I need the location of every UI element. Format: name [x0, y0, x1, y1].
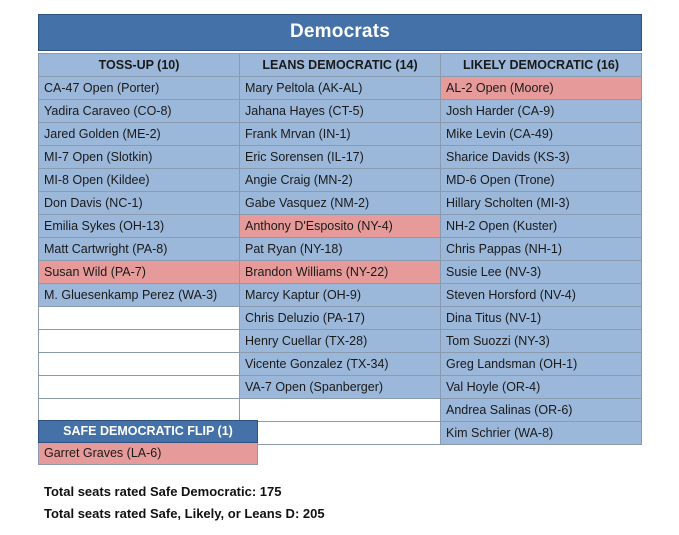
table-body	[39, 77, 642, 445]
list-item: Andrea Salinas (OR-6)	[441, 399, 642, 422]
empty-cell	[240, 399, 441, 422]
table-row	[39, 215, 642, 238]
empty-cell	[39, 376, 240, 399]
table-row	[39, 100, 642, 123]
list-item: Garret Graves (LA-6)	[38, 443, 258, 465]
table-row	[39, 169, 642, 192]
totals-block	[44, 484, 325, 528]
list-item: Susan Wild (PA-7)	[39, 261, 240, 284]
list-item: Val Hoyle (OR-4)	[441, 376, 642, 399]
list-item: VA-7 Open (Spanberger)	[240, 376, 441, 399]
list-item: Frank Mrvan (IN-1)	[240, 123, 441, 146]
empty-cell	[240, 422, 441, 445]
ratings-table	[38, 53, 642, 445]
column-header-tossup: TOSS-UP (10)	[39, 54, 240, 77]
safe-democratic-flip-block	[38, 420, 258, 465]
list-item: Emilia Sykes (OH-13)	[39, 215, 240, 238]
list-item: Susie Lee (NV-3)	[441, 261, 642, 284]
table-row	[39, 238, 642, 261]
list-item: AL-2 Open (Moore)	[441, 77, 642, 100]
list-item: Eric Sorensen (IL-17)	[240, 146, 441, 169]
list-item: Hillary Scholten (MI-3)	[441, 192, 642, 215]
list-item: Greg Landsman (OH-1)	[441, 353, 642, 376]
list-item: Dina Titus (NV-1)	[441, 307, 642, 330]
table-row	[39, 77, 642, 100]
list-item: Pat Ryan (NY-18)	[240, 238, 441, 261]
list-item: Sharice Davids (KS-3)	[441, 146, 642, 169]
list-item: Anthony D'Esposito (NY-4)	[240, 215, 441, 238]
list-item: M. Gluesenkamp Perez (WA-3)	[39, 284, 240, 307]
table-row	[39, 284, 642, 307]
list-item: Yadira Caraveo (CO-8)	[39, 100, 240, 123]
list-item: MD-6 Open (Trone)	[441, 169, 642, 192]
list-item: CA-47 Open (Porter)	[39, 77, 240, 100]
column-header-leans-democratic: LEANS DEMOCRATIC (14)	[240, 54, 441, 77]
safe-flip-header: SAFE DEMOCRATIC FLIP (1)	[38, 420, 258, 443]
empty-cell	[39, 353, 240, 376]
table-row	[39, 307, 642, 330]
list-item: NH-2 Open (Kuster)	[441, 215, 642, 238]
list-item: Steven Horsford (NV-4)	[441, 284, 642, 307]
empty-cell	[39, 307, 240, 330]
column-header-likely-democratic: LIKELY DEMOCRATIC (16)	[441, 54, 642, 77]
list-item: Marcy Kaptur (OH-9)	[240, 284, 441, 307]
table-row	[39, 353, 642, 376]
list-item: Angie Craig (MN-2)	[240, 169, 441, 192]
list-item: MI-7 Open (Slotkin)	[39, 146, 240, 169]
table-header-row	[39, 54, 642, 77]
empty-cell	[39, 399, 240, 422]
list-item: MI-8 Open (Kildee)	[39, 169, 240, 192]
table-row	[39, 146, 642, 169]
list-item: Tom Suozzi (NY-3)	[441, 330, 642, 353]
list-item: Josh Harder (CA-9)	[441, 100, 642, 123]
table-row	[39, 261, 642, 284]
list-item: Brandon Williams (NY-22)	[240, 261, 441, 284]
list-item: Chris Pappas (NH-1)	[441, 238, 642, 261]
list-item: Jared Golden (ME-2)	[39, 123, 240, 146]
list-item: Mary Peltola (AK-AL)	[240, 77, 441, 100]
list-item: Kim Schrier (WA-8)	[441, 422, 642, 445]
list-item: Jahana Hayes (CT-5)	[240, 100, 441, 123]
ratings-sheet	[38, 14, 642, 445]
list-item: Mike Levin (CA-49)	[441, 123, 642, 146]
total-safe-likely-leans: Total seats rated Safe, Likely, or Leans D: 205	[44, 506, 325, 521]
table-row	[39, 376, 642, 399]
list-item: Henry Cuellar (TX-28)	[240, 330, 441, 353]
list-item: Chris Deluzio (PA-17)	[240, 307, 441, 330]
table-row	[39, 399, 642, 422]
list-item: Matt Cartwright (PA-8)	[39, 238, 240, 261]
table-row	[39, 192, 642, 215]
list-item: Don Davis (NC-1)	[39, 192, 240, 215]
empty-cell	[39, 330, 240, 353]
table-row	[39, 123, 642, 146]
list-item: Vicente Gonzalez (TX-34)	[240, 353, 441, 376]
page-title: Democrats	[38, 14, 642, 51]
total-safe-democratic: Total seats rated Safe Democratic: 175	[44, 484, 282, 499]
list-item: Gabe Vasquez (NM-2)	[240, 192, 441, 215]
table-row	[39, 330, 642, 353]
